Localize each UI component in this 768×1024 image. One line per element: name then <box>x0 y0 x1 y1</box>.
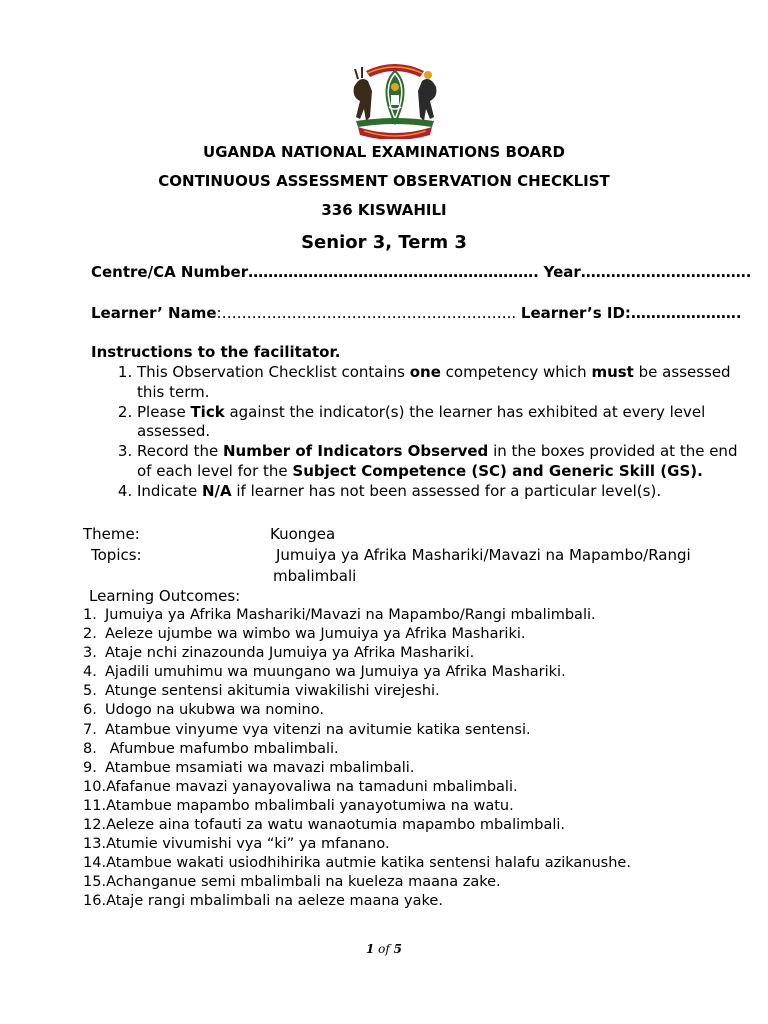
learning-outcome-item <box>83 892 631 911</box>
outcome-text: Atambue mapambo mbalimbali yanayotumiwa na watu. <box>106 797 514 814</box>
topics-value-line2: mbalimbali <box>273 567 357 585</box>
learning-outcome-item <box>83 873 631 892</box>
uganda-coat-of-arms-icon <box>346 57 444 139</box>
learning-outcome-item <box>83 759 631 778</box>
learner-name-blank[interactable]: :………………………………………………….. <box>216 304 517 322</box>
outcome-number: 13. <box>83 836 107 853</box>
outcome-number: 10. <box>83 778 107 795</box>
learning-outcome-item <box>83 854 631 873</box>
outcome-text: Atambue msamiati wa mavazi mbalimbali. <box>105 759 415 776</box>
learning-outcome-item <box>83 797 631 816</box>
learning-outcome-item <box>83 663 631 682</box>
outcome-number: 6. <box>83 702 97 719</box>
centre-year-line <box>91 263 751 281</box>
instruction-item: 2. Please Tick against the indicator(s) the learner has exhibited at every level assessed. <box>137 403 751 442</box>
outcome-number: 3. <box>83 645 97 662</box>
instructions-title: Instructions to the facilitator. <box>91 343 341 361</box>
learning-outcome-item <box>83 644 631 663</box>
learner-id-blank[interactable]: …………………. <box>630 304 742 322</box>
outcome-number: 9. <box>83 759 97 776</box>
learning-outcome-item <box>83 606 631 625</box>
outcome-text: Afafanue mavazi yanayovaliwa na tamaduni mbalimbali. <box>106 778 518 795</box>
learner-line <box>91 304 742 322</box>
theme-value: Kuongea <box>270 525 336 543</box>
outcome-text: Ataje rangi mbalimbali na aeleze maana yake. <box>106 893 443 910</box>
learning-outcome-item <box>83 740 631 759</box>
outcome-text: Ajadili umuhimu wa muungano wa Jumuiya ya Afrika Mashariki. <box>105 664 566 681</box>
outcome-text: Aeleze ujumbe wa wimbo wa Jumuiya ya Afrika Mashariki. <box>105 626 526 643</box>
topics-label: Topics: <box>91 546 142 564</box>
page-total: 5 <box>393 942 403 956</box>
page-of: of <box>378 942 390 956</box>
outcome-number: 2. <box>83 626 97 643</box>
learning-outcomes-list <box>83 606 631 912</box>
outcome-text: Atambue wakati usiodhihirika autmie katika sentensi halafu azikanushe. <box>106 855 631 872</box>
learning-outcomes-label: Learning Outcomes: <box>89 587 241 605</box>
level-title: Senior 3, Term 3 <box>301 232 467 253</box>
outcome-number: 8. <box>83 740 97 757</box>
instructions-list <box>91 363 751 501</box>
outcome-number: 12. <box>83 817 107 834</box>
instruction-item: 4. Indicate N/A if learner has not been assessed for a particular level(s). <box>137 482 751 502</box>
learning-outcome-item <box>83 625 631 644</box>
outcome-text: Aeleze aina tofauti za watu wanaotumia mapambo mbalimbali. <box>106 817 566 834</box>
outcome-text: Atambue vinyume vya vitenzi na avitumie katika sentensi. <box>105 721 531 738</box>
instruction-item: 1. This Observation Checklist contains one competency which must be assessed this term. <box>137 363 751 402</box>
outcome-number: 11. <box>83 797 107 814</box>
topics-value-line1: Jumuiya ya Afrika Mashariki/Mavazi na Mapambo/Rangi <box>276 546 691 564</box>
learner-name-label: Learner’ Name <box>91 304 217 322</box>
subject-title: 336 KISWAHILI <box>321 201 447 219</box>
outcome-text: Ataje nchi zinazounda Jumuiya ya Afrika Mashariki. <box>105 645 475 662</box>
outcome-text: Atumie vivumishi vya “ki” ya mfanano. <box>106 836 390 853</box>
outcome-text: Udogo na ukubwa wa nomino. <box>105 702 324 719</box>
outcome-text: Afumbue mafumbo mbalimbali. <box>105 740 339 757</box>
centre-number-blank[interactable]: …………………………………………………. <box>248 263 539 281</box>
instruction-item: 3. Record the Number of Indicators Observed in the boxes provided at the end of each level for the Subject Competence (SC) and Generic Skill (GS). <box>137 442 751 481</box>
checklist-title: CONTINUOUS ASSESSMENT OBSERVATION CHECKLIST <box>158 172 610 190</box>
board-title: UGANDA NATIONAL EXAMINATIONS BOARD <box>203 143 565 161</box>
outcome-text: Jumuiya ya Afrika Mashariki/Mavazi na Mapambo/Rangi mbalimbali. <box>105 607 596 623</box>
outcome-number: 14. <box>83 855 107 872</box>
learning-outcome-item <box>83 835 631 854</box>
centre-label: Centre/CA Number <box>91 263 249 281</box>
learning-outcome-item <box>83 778 631 797</box>
page-number <box>0 942 768 956</box>
learning-outcome-item <box>83 682 631 701</box>
outcome-text: Achanganue semi mbalimbali na kueleza maana zake. <box>106 874 501 891</box>
outcome-number: 5. <box>83 683 97 700</box>
learning-outcome-item <box>83 721 631 740</box>
theme-label: Theme: <box>83 525 140 543</box>
instructions-section <box>91 343 751 502</box>
outcome-number: 16. <box>83 893 107 910</box>
learning-outcome-item <box>83 701 631 720</box>
outcome-number: 7. <box>83 721 97 738</box>
page-current: 1 <box>365 942 375 956</box>
outcome-number: 1. <box>83 607 97 623</box>
outcome-text: Atunge sentensi akitumia viwakilishi virejeshi. <box>105 683 440 700</box>
learning-outcome-item <box>83 816 631 835</box>
outcome-number: 4. <box>83 664 97 681</box>
outcome-number: 15. <box>83 874 107 891</box>
year-label: Year <box>543 263 581 281</box>
year-blank[interactable]: ……………………………. <box>580 263 752 281</box>
learner-id-label: Learner’s ID: <box>520 304 631 322</box>
